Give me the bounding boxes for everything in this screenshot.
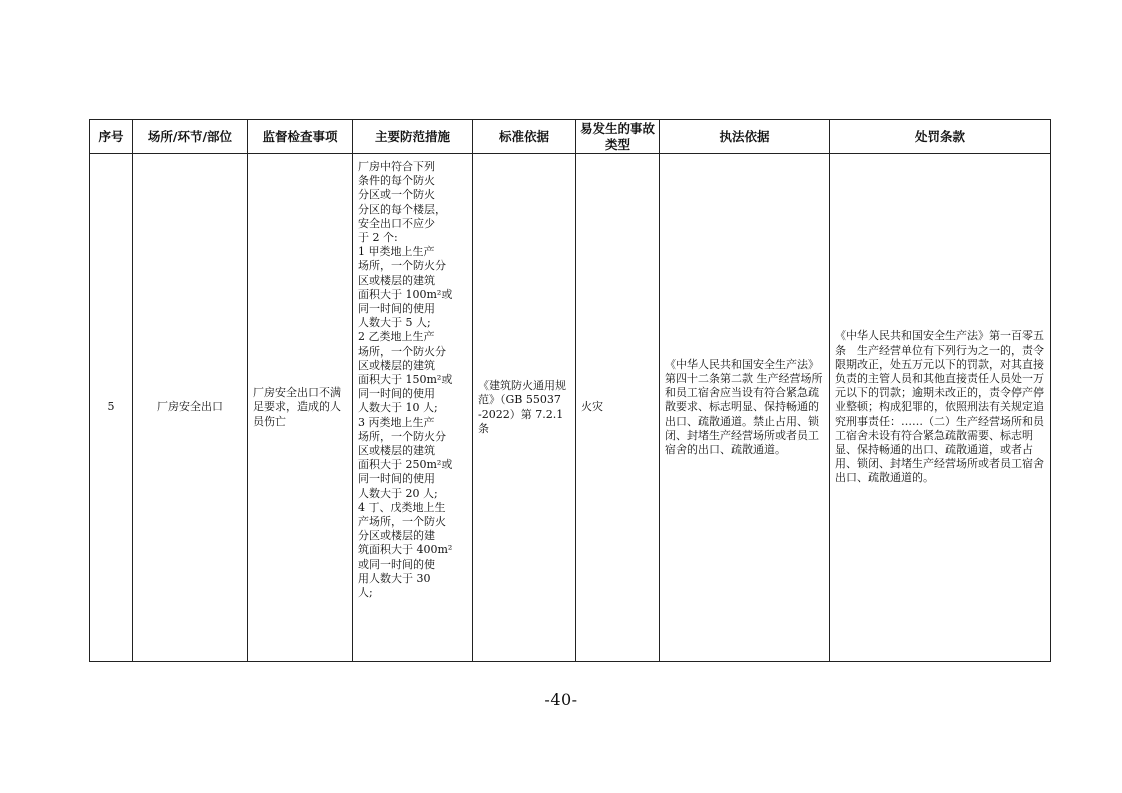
cell-accident-text: 火灾 (581, 400, 603, 414)
table-row (90, 154, 1051, 662)
measure-line: 同一时间的使用 (358, 387, 435, 401)
header-accident: 易发生的事故类型 (576, 120, 660, 154)
cell-accident (576, 154, 660, 662)
cell-penalty (830, 154, 1051, 662)
measure-line: 场所，一个防火分 (358, 429, 446, 443)
header-law: 执法依据 (660, 120, 830, 154)
measure-line: 分区或楼层的建 (358, 529, 435, 543)
measure-line: 于 2 个: (358, 231, 398, 245)
measure-line: 用人数大于 30 (358, 571, 431, 585)
measure-line: 厂房中符合下列 (358, 160, 435, 173)
header-measures: 主要防范措施 (353, 120, 473, 154)
measure-line: 人; (358, 586, 373, 600)
measure-line: 面积大于 100m²或 (358, 287, 453, 301)
measure-line: 条件的每个防火 (358, 174, 435, 188)
measure-line: 2 乙类地上生产 (358, 330, 435, 344)
header-place: 场所/环节/部位 (133, 120, 248, 154)
cell-measures (353, 154, 473, 662)
measure-line: 面积大于 250m²或 (358, 458, 453, 472)
measure-line: 同一时间的使用 (358, 302, 435, 316)
measure-line: 场所，一个防火分 (358, 259, 446, 273)
cell-item (248, 154, 353, 662)
measure-line: 人数大于 20 人; (358, 486, 438, 500)
measure-line: 1 甲类地上生产 (358, 245, 435, 259)
measure-line: 区或楼层的建筑 (358, 358, 435, 372)
cell-item-text: 厂房安全出口不满足要求，造成的人员伤亡 (253, 386, 341, 428)
cell-place: 厂房安全出口 (133, 154, 248, 662)
page-number: -40- (544, 690, 578, 709)
cell-penalty-text: 《中华人民共和国安全生产法》第一百零五条 生产经营单位有下列行为之一的，责令限期改正，处五万元以下的罚款，对其直接负责的主管人员和其他直接责任人员处一万元以下的罚款；逾期未改正的，责令停产停业整顿；构成犯罪的，依照刑法有关规定追究刑事责任：……（二）生产经营场所和员工宿舍未设有符合紧急疏散需要、标志明显、保持畅通的出口、疏散通道，或者占用、锁闭、封堵生产经营场所或者员工宿舍出口、疏散通道的。 (835, 329, 1044, 485)
cell-law-text: 《中华人民共和国安全生产法》第四十二条第二款 生产经营场所和员工宿舍应当设有符合紧急疏散要求、标志明显、保持畅通的出口、疏散通道。禁止占用、锁闭、封堵生产经营场所或者员工宿舍的出口、疏散通道。 (665, 357, 823, 456)
measure-line: 人数大于 10 人; (358, 401, 438, 415)
header-item: 监督检查事项 (248, 120, 353, 154)
cell-law (660, 154, 830, 662)
measure-line: 同一时间的使用 (358, 472, 435, 486)
cell-standard-text: 《建筑防火通用规范》（GB 55037 -2022）第 7.2.1 条 (478, 379, 566, 435)
cell-standard (473, 154, 576, 662)
measures-list (358, 160, 467, 600)
cell-no: 5 (90, 154, 133, 662)
header-standard: 标准依据 (473, 120, 576, 154)
measure-line: 面积大于 150m²或 (358, 373, 453, 387)
measure-line: 区或楼层的建筑 (358, 273, 435, 287)
measure-line: 安全出口不应少 (358, 216, 435, 230)
measure-line: 产场所，一个防火 (358, 515, 446, 529)
header-no: 序号 (90, 120, 133, 154)
regulation-table (89, 119, 1051, 662)
table-header-row (90, 120, 1051, 154)
measure-line: 区或楼层的建筑 (358, 444, 435, 458)
measure-line: 3 丙类地上生产 (358, 415, 435, 429)
header-penalty: 处罚条款 (830, 120, 1051, 154)
measure-line: 场所，一个防火分 (358, 344, 446, 358)
measure-line: 4 丁、戊类地上生 (358, 500, 446, 514)
measure-line: 分区或一个防火 (358, 188, 435, 202)
measure-line: 分区的每个楼层， (358, 202, 446, 216)
measure-line: 或同一时间的使 (358, 557, 435, 571)
measure-line: 人数大于 5 人; (358, 316, 431, 330)
measure-line: 筑面积大于 400m² (358, 543, 453, 557)
